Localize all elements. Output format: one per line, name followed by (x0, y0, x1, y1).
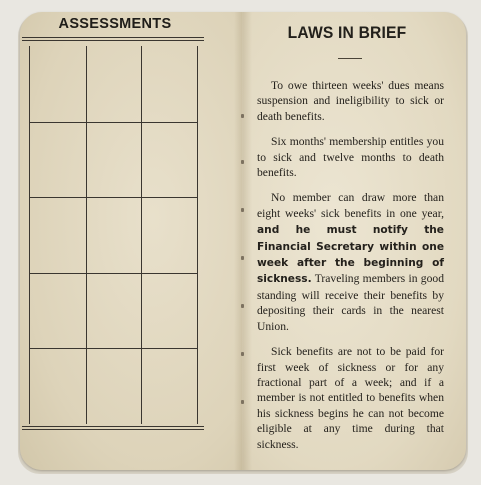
grid-row-line (30, 122, 197, 123)
assessments-title: ASSESSMENTS (58, 16, 172, 32)
law-paragraph-3-end: Traveling members in good standing will receive their benefits by depositing their cards in the nearest Union. (257, 272, 444, 333)
assessments-grid (29, 46, 198, 424)
laws-text (257, 78, 444, 462)
grid-column-line (141, 46, 142, 424)
stitch (241, 114, 244, 118)
stitch (241, 400, 244, 404)
stitch (241, 160, 244, 164)
stitch (241, 208, 244, 212)
stitch (241, 304, 244, 308)
law-paragraph-3-start: No member can draw more than eight weeks' sick benefits in one year, (257, 191, 444, 220)
grid-row-line (30, 348, 197, 349)
laws-title: LAWS IN BRIEF (287, 23, 407, 42)
title-rule (338, 58, 362, 59)
grid-row-line (30, 273, 197, 274)
law-paragraph-3-bold: and he must notify the Financial Secretary within one week after the beginning of sickness. (257, 224, 444, 286)
law-paragraph-3 (257, 190, 444, 334)
grid-column-line (86, 46, 87, 424)
stitch (241, 256, 244, 260)
stitch (241, 352, 244, 356)
grid-row-line (30, 197, 197, 198)
law-paragraph-4: Sick benefits are not to be paid for first week of sickness or for any fractional part of a week; and if a member is not entitled to benefits when his sickness begins he can not become eligible at any time during that sickness. (257, 345, 444, 451)
law-paragraph-2: Six months' membership entitles you to sick and twelve months to death benefits. (257, 135, 444, 180)
law-paragraph-1: To owe thirteen weeks' dues means suspension and ineligibility to sick or death benefits. (257, 79, 444, 123)
